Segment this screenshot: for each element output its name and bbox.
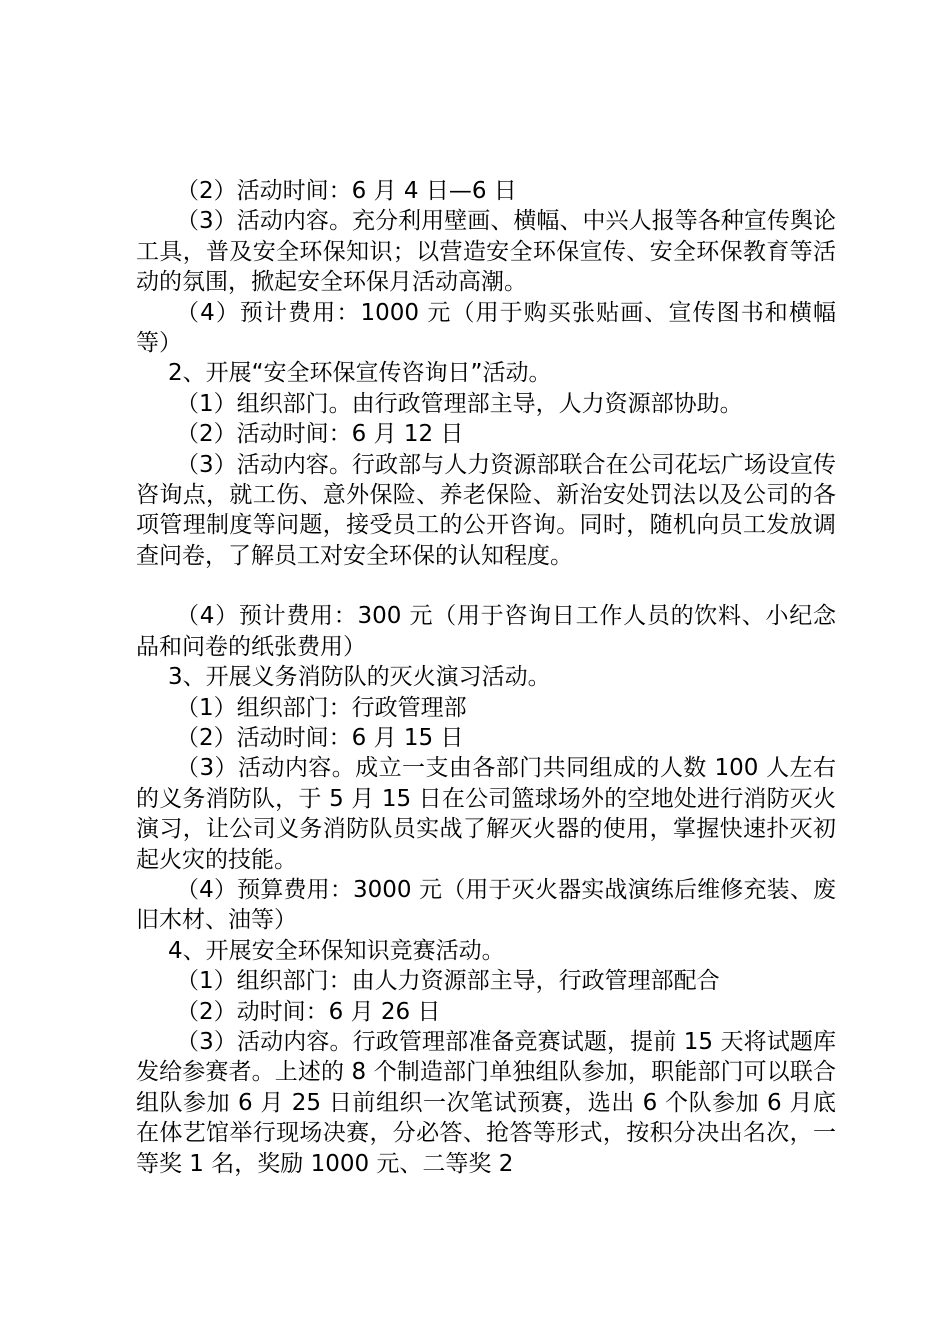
paragraph-organizer-2: （1）组织部门。由行政管理部主导，人力资源部协助。 xyxy=(176,390,743,417)
paragraph-cost-2: （4）预计费用：300 元（用于咨询日工作人员的饮料、小纪念品和问卷的纸张费用） xyxy=(136,603,836,660)
paragraph-activity-content-4: （3）活动内容。行政管理部准备竞赛试题，提前 15 天将试题库发给参赛者。上述的 8 个制造部门单独组队参加，职能部门可以联合组队参加 6 月 25 日前组织一次笔试预赛，选出 6 个队参加 6 月底在体艺馆举行现场决赛，分必答、抢答等形式，按积分决出名次，一等奖 1 名，奖励 1000 元、二等奖 2 xyxy=(136,1028,836,1177)
paragraph-activity-time-3: （2）活动时间：6 月 15 日 xyxy=(176,724,464,751)
paragraph-activity-content-3: （3）活动内容。成立一支由各部门共同组成的人数 100 人左右的义务消防队，于 5 月 15 日在公司篮球场外的空地处进行消防灭火演习，让公司义务消防队员实战了解灭火器的使用，掌握快速扑灭初起火灾的技能。 xyxy=(136,755,836,873)
paragraph-organizer-3: （1）组织部门：行政管理部 xyxy=(176,694,467,721)
section-heading-3: 3、开展义务消防队的灭火演习活动。 xyxy=(168,664,551,691)
paragraph-cost-1: （4）预计费用：1000 元（用于购买张贴画、宣传图书和横幅等） xyxy=(136,299,836,357)
paragraph-activity-content-1: （3）活动内容。充分利用壁画、横幅、中兴人报等各种宣传舆论工具，普及安全环保知识；以营造安全环保宣传、安全环保教育等活动的氛围，掀起安全环保月活动高潮。 xyxy=(136,208,836,296)
paragraph-activity-time-2: （2）活动时间：6 月 12 日 xyxy=(176,421,464,448)
paragraph-organizer-4: （1）组织部门：由人力资源部主导，行政管理部配合 xyxy=(176,968,720,995)
section-heading-2: 2、开展“安全环保宣传咨询日”活动。 xyxy=(168,360,552,387)
document-body xyxy=(136,176,836,1179)
paragraph-cost-3: （4）预算费用：3000 元（用于灭火器实战演练后维修充装、废旧木材、油等） xyxy=(136,876,836,934)
paragraph-activity-time-4: （2）动时间：6 月 26 日 xyxy=(176,998,441,1025)
paragraph-activity-content-2: （3）活动内容。行政部与人力资源部联合在公司花坛广场设宣传咨询点，就工伤、意外保险、养老保险、新治安处罚法以及公司的各项管理制度等问题，接受员工的公开咨询。同时，随机向员工发放调查问卷，了解员工对安全环保的认知程度。 xyxy=(136,451,836,569)
paragraph-activity-time-1: （2）活动时间：6 月 4 日—6 日 xyxy=(176,178,517,204)
section-heading-4: 4、开展安全环保知识竞赛活动。 xyxy=(168,937,505,964)
